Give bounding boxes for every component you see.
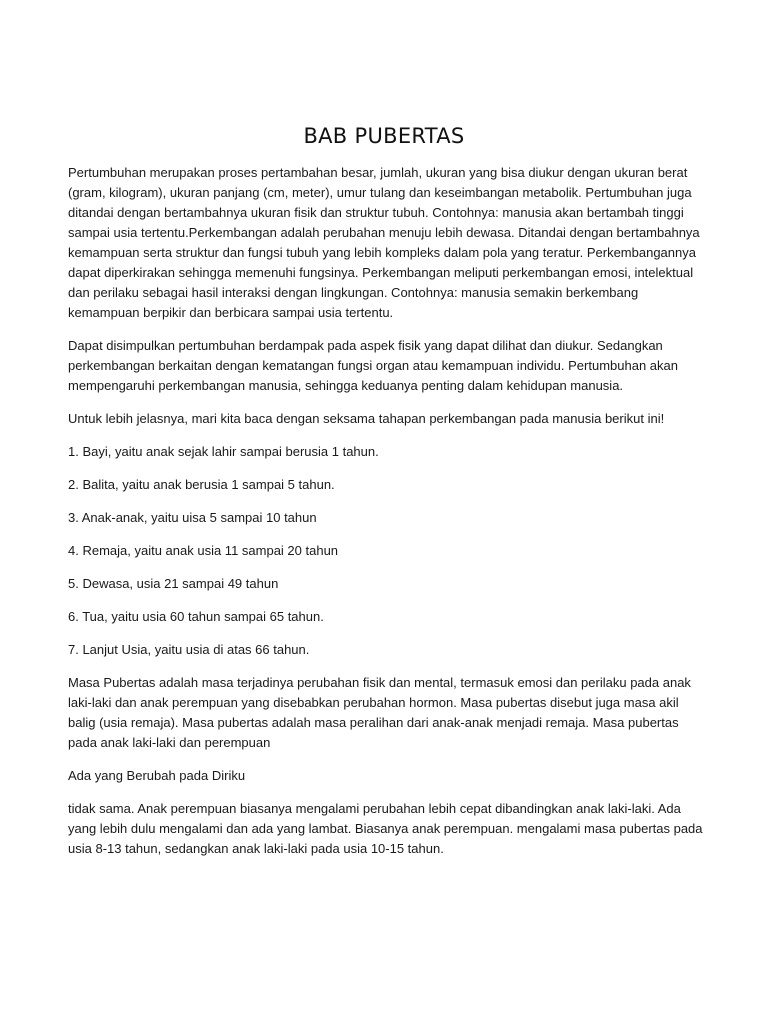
document-body (68, 163, 706, 872)
paragraph-puberty-age: tidak sama. Anak perempuan biasanya mengalami perubahan lebih cepat dibandingkan anak laki-laki. Ada yang lebih dulu mengalami dan ada yang lambat. Biasanya anak perempuan. mengalami masa pubertas pada usia 8-13 tahun, sedangkan anak laki-laki pada usia 10-15 tahun. (68, 801, 703, 856)
list-item-stage-6: 6. Tua, yaitu usia 60 tahun sampai 65 tahun. (68, 609, 324, 624)
list-item-stage-7: 7. Lanjut Usia, yaitu usia di atas 66 tahun. (68, 642, 310, 657)
section-subheading: Ada yang Berubah pada Diriku (68, 768, 246, 783)
list-item-stage-3: 3. Anak-anak, yaitu uisa 5 sampai 10 tahun (68, 510, 317, 525)
paragraph-intro-stages: Untuk lebih jelasnya, mari kita baca dengan seksama tahapan perkembangan pada manusia berikut ini! (68, 411, 665, 426)
list-item-stage-5: 5. Dewasa, usia 21 sampai 49 tahun (68, 576, 279, 591)
list-item-stage-1: 1. Bayi, yaitu anak sejak lahir sampai berusia 1 tahun. (68, 444, 379, 459)
document-title: BAB PUBERTAS (303, 124, 465, 148)
list-item-stage-2: 2. Balita, yaitu anak berusia 1 sampai 5 tahun. (68, 477, 335, 492)
paragraph-puberty-definition: Masa Pubertas adalah masa terjadinya perubahan fisik dan mental, termasuk emosi dan perilaku pada anak laki-laki dan anak perempuan yang disebabkan perubahan hormon. Masa pubertas disebut juga masa akil balig (usia remaja). Masa pubertas adalah masa peralihan dari anak-anak menjadi remaja. Masa pubertas pada anak laki-laki dan perempuan (68, 675, 691, 750)
paragraph-conclusion: Dapat disimpulkan pertumbuhan berdampak pada aspek fisik yang dapat dilihat dan diukur. Sedangkan perkembangan berkaitan dengan kematangan fungsi organ atau kemampuan individu. Pertumbuhan akan mempengaruhi perkembangan manusia, sehingga keduanya penting dalam kehidupan manusia. (68, 338, 678, 393)
paragraph-growth-definition: Pertumbuhan merupakan proses pertambahan besar, jumlah, ukuran yang bisa diukur dengan ukuran berat (gram, kilogram), ukuran panjang (cm, meter), umur tulang dan keseimbangan metabolik. Pertumbuhan juga ditandai dengan bertambahnya ukuran fisik dan struktur tubuh. Contohnya: manusia akan bertambah tinggi sampai usia tertentu.Perkembangan adalah perubahan menuju lebih dewasa. Ditandai dengan bertambahnya kemampuan serta struktur dan fungsi tubuh yang lebih kompleks dalam pola yang teratur. Perkembangannya dapat diperkirakan sehingga memenuhi fungsinya. Perkembangan meliputi perkembangan emosi, intelektual dan perilaku sebagai hasil interaksi dengan lingkungan. Contohnya: manusia semakin berkembang kemampuan berpikir dan berbicara sampai usia tertentu. (68, 165, 700, 320)
list-item-stage-4: 4. Remaja, yaitu anak usia 11 sampai 20 tahun (68, 543, 339, 558)
